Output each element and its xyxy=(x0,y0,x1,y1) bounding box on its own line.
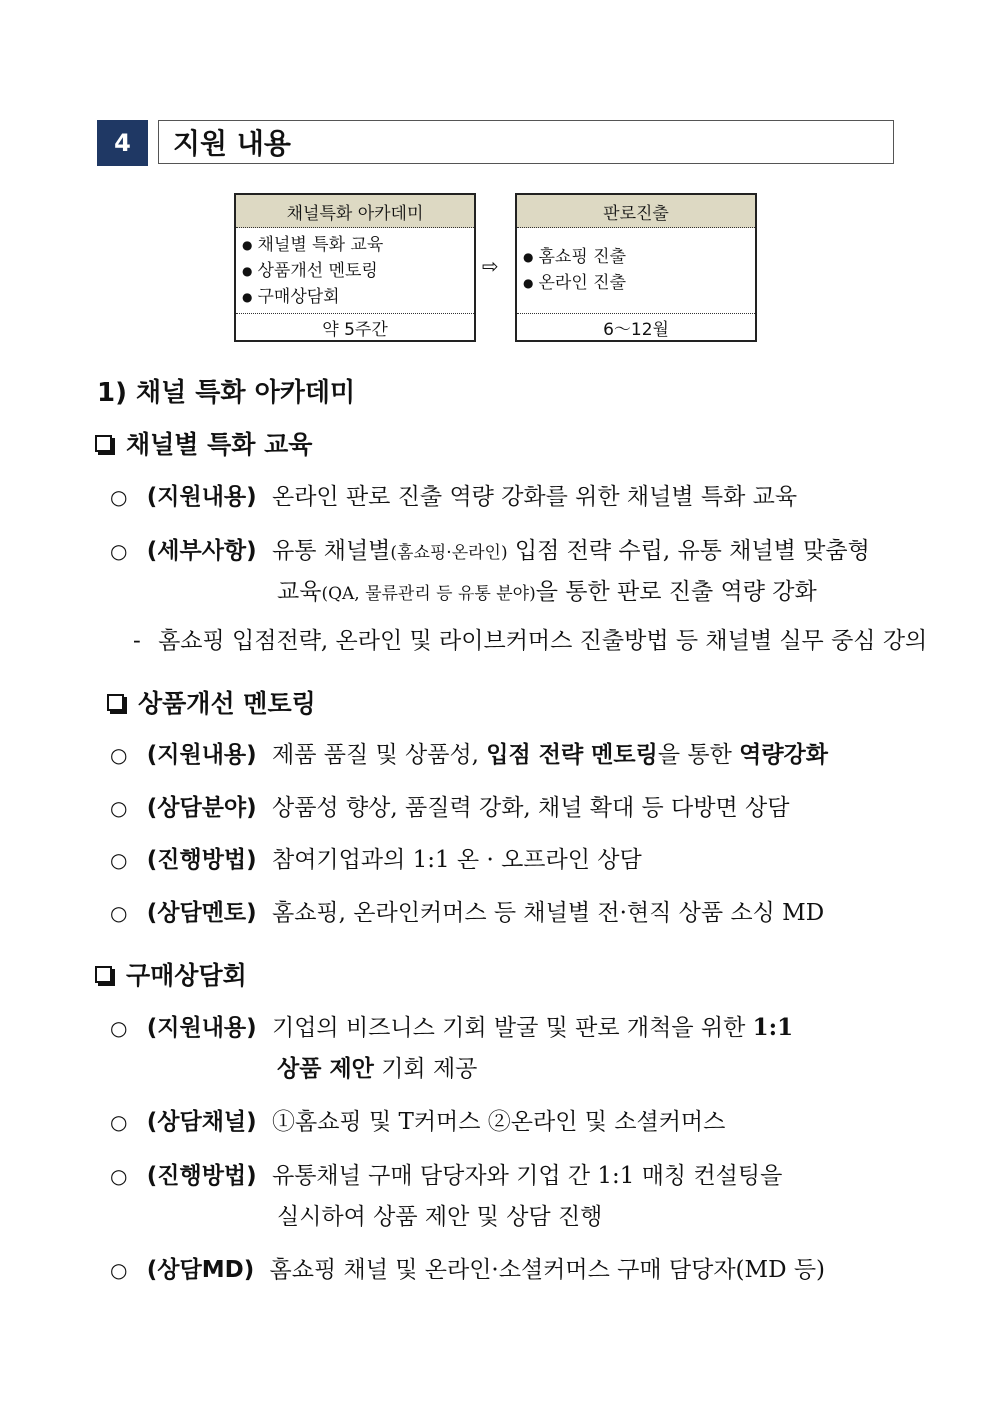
list-item: ○ (세부사항) 유통 채널별(홈쇼핑·온라인) 입점 전략 수립, 유통 채널별 맞춤형 xyxy=(110,538,870,564)
bullet-icon: ● xyxy=(242,264,253,278)
flow-box-academy-items xyxy=(236,228,474,314)
checkbox-square-icon xyxy=(107,694,124,711)
circle-bullet-icon: ○ xyxy=(110,1110,128,1134)
list-item: ○ (상담MD) 홈쇼핑 채널 및 온라인·소셜커머스 구매 담당자(MD 등) xyxy=(110,1257,826,1283)
list-item: ● 홈쇼핑 진출 xyxy=(523,244,755,270)
section-title-box xyxy=(158,120,894,164)
circle-bullet-icon: ○ xyxy=(110,1016,128,1040)
arrow-right-icon: ⇨ xyxy=(482,254,499,278)
group-heading: 구매상담회 xyxy=(95,956,247,992)
flow-box-academy-header: 채널특화 아카데미 xyxy=(236,195,474,228)
circle-bullet-icon: ○ xyxy=(110,901,128,925)
list-item-continuation: 실시하여 상품 제안 및 상담 진행 xyxy=(277,1204,603,1230)
circle-bullet-icon: ○ xyxy=(110,743,128,767)
list-item: - 홈쇼핑 입점전략, 온라인 및 라이브커머스 진출방법 등 채널별 실무 중심 강의 xyxy=(133,628,928,654)
circle-bullet-icon: ○ xyxy=(110,539,128,563)
bullet-icon: ● xyxy=(523,276,534,290)
list-item: ○ (상담멘토) 홈쇼핑, 온라인커머스 등 채널별 전·현직 상품 소싱 MD xyxy=(110,900,825,926)
dash-bullet: - xyxy=(133,628,141,654)
bullet-icon: ● xyxy=(242,238,253,252)
list-item: ● 채널별 특화 교육 xyxy=(242,232,474,258)
circle-bullet-icon: ○ xyxy=(110,1258,128,1282)
flow-box-academy-footer: 약 5주간 xyxy=(322,320,388,340)
list-item: ○ (지원내용) 기업의 비즈니스 기회 발굴 및 판로 개척을 위한 1:1 xyxy=(110,1014,794,1041)
list-item: ● 온라인 진출 xyxy=(523,270,755,296)
list-item-continuation: 상품 제안 기회 제공 xyxy=(277,1055,478,1082)
circle-bullet-icon: ○ xyxy=(110,485,128,509)
list-item: ○ (상담채널) ①홈쇼핑 및 T커머스 ②온라인 및 소셜커머스 xyxy=(110,1109,726,1135)
list-item: ○ (지원내용) 온라인 판로 진출 역량 강화를 위한 채널별 특화 교육 xyxy=(110,484,798,510)
section-number: 4 xyxy=(97,120,148,166)
bullet-icon: ● xyxy=(523,250,534,264)
checkbox-square-icon xyxy=(95,435,112,452)
bullet-icon: ● xyxy=(242,290,253,304)
circle-bullet-icon: ○ xyxy=(110,796,128,820)
section-title: 지원 내용 xyxy=(173,127,291,160)
flow-box-market xyxy=(515,193,757,342)
list-item: ○ (상담분야) 상품성 향상, 품질력 강화, 채널 확대 등 다방면 상담 xyxy=(110,795,790,821)
flow-box-market-items xyxy=(517,228,755,314)
list-item: ○ (지원내용) 제품 품질 및 상품성, 입점 전략 멘토링을 통한 역량강화 xyxy=(110,741,828,768)
list-item-continuation: 교육(QA, 물류관리 등 유통 분야)을 통한 판로 진출 역량 강화 xyxy=(277,579,817,605)
list-item: ○ (진행방법) 유통채널 구매 담당자와 기업 간 1:1 매칭 컨설팅을 xyxy=(110,1163,783,1189)
subsection-title: 1) 채널 특화 아카데미 xyxy=(97,378,356,408)
flow-box-market-footer: 6～12월 xyxy=(603,320,669,340)
circle-bullet-icon: ○ xyxy=(110,848,128,872)
flow-box-market-header: 판로진출 xyxy=(517,195,755,228)
list-item: ○ (진행방법) 참여기업과의 1:1 온 · 오프라인 상담 xyxy=(110,847,642,873)
group-heading: 상품개선 멘토링 xyxy=(107,684,316,720)
circle-bullet-icon: ○ xyxy=(110,1164,128,1188)
checkbox-square-icon xyxy=(95,966,112,983)
group-heading: 채널별 특화 교육 xyxy=(95,425,312,461)
list-item: ● 구매상담회 xyxy=(242,284,474,310)
flow-box-academy xyxy=(234,193,476,342)
list-item: ● 상품개선 멘토링 xyxy=(242,258,474,284)
